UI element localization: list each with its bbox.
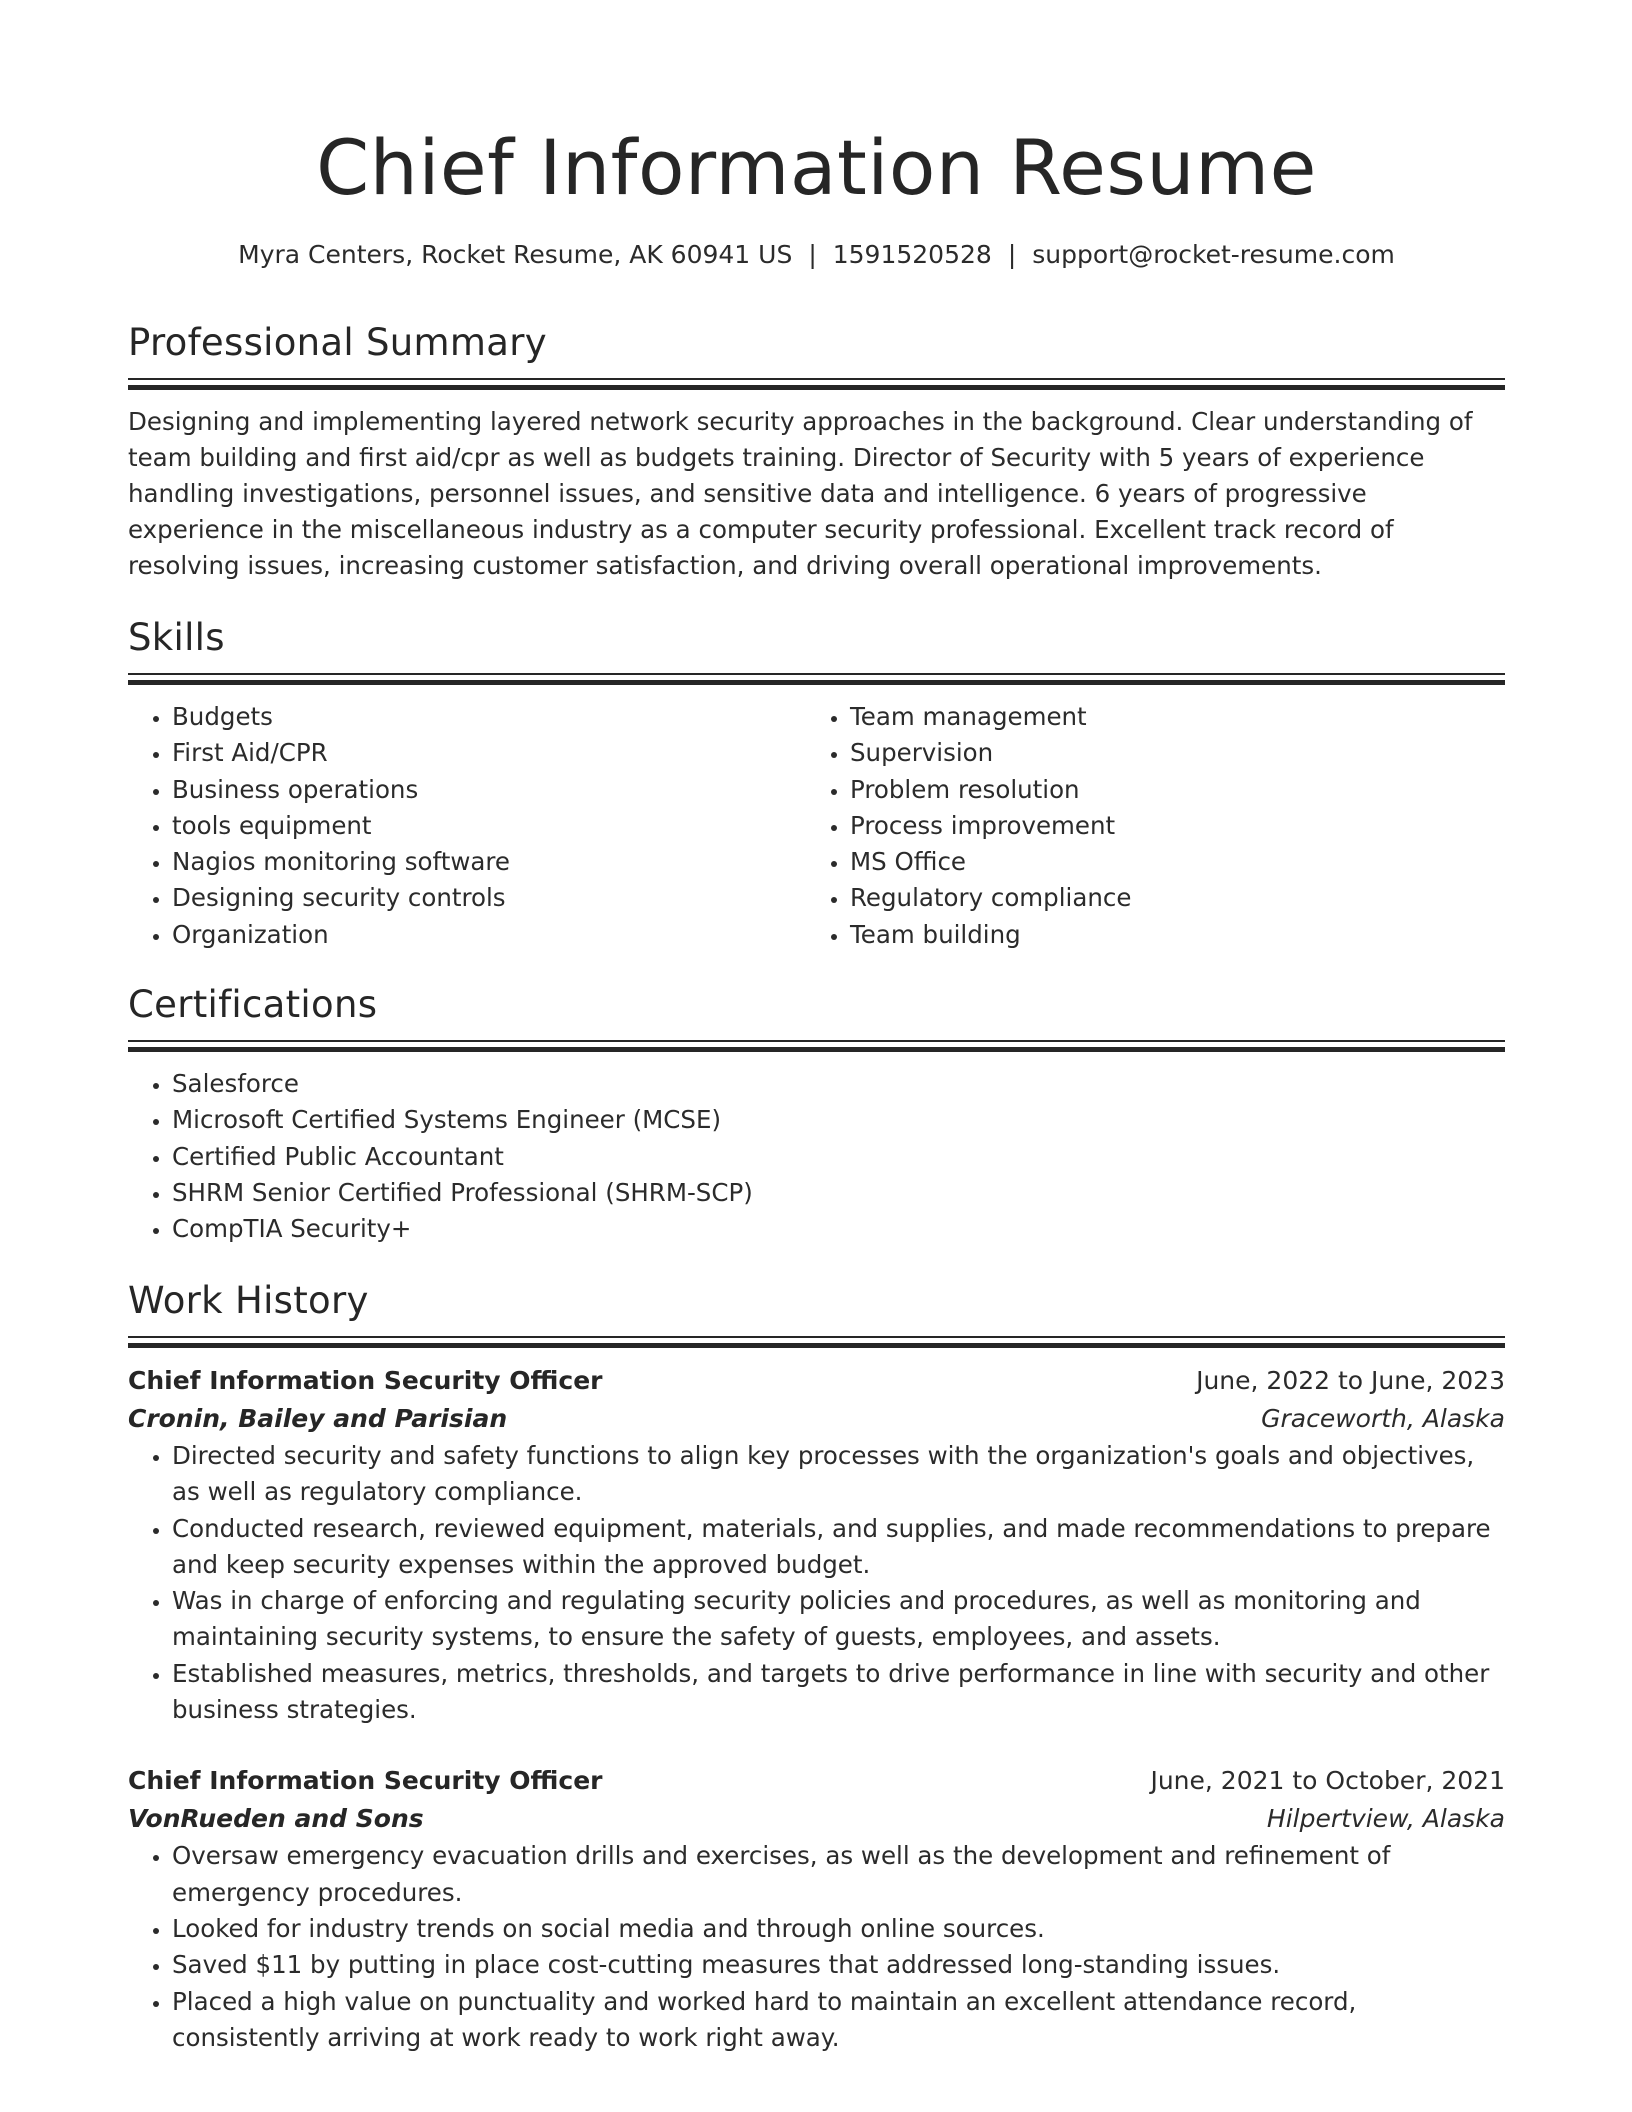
skills-list-left [128,699,806,953]
job-title: Chief Information Security Officer [128,1766,603,1796]
summary-text: Designing and implementing layered network security approaches in the background. Clear understanding of team building and first aid/cpr as well as budgets training. Director of Security with 5 years of experience handling investigations, personnel issues, and sensitive data and intelligence. 6 years of progressive experience in the miscellaneous industry as a computer security professional. Excellent track record of resolving issues, increasing customer satisfaction, and driving overall operational improvements. [128,407,1473,580]
job-bullet: • Established measures, metrics, thresholds, and targets to drive performance in line with security and other business strategies. [172,1656,1505,1729]
section-heading-certifications: Certifications [128,983,378,1026]
skill-item: • Supervision [850,735,1484,771]
job-bullet: • Looked for industry trends on social media and through online sources. [172,1911,1505,1947]
section-heading-skills: Skills [128,616,225,659]
skill-item: • Budgets [172,699,806,735]
job-company: Cronin, Bailey and Parisian [128,1404,508,1433]
job-bullet: • Directed security and safety functions to align key processes with the organization's goals and objectives, as well as regulatory compliance. [172,1438,1505,1511]
job-subheader [128,1800,1505,1838]
certifications-list [128,1066,1505,1247]
skill-item: • Process improvement [850,808,1484,844]
job-title: Chief Information Security Officer [128,1366,603,1395]
contact-address: Myra Centers, Rocket Resume, AK 60941 US [238,240,793,269]
job-dates: June, 2021 to October, 2021 [1150,1766,1505,1796]
skill-item: • Problem resolution [850,772,1484,808]
contact-email[interactable]: support@rocket-resume.com [1032,240,1395,269]
skill-item: • MS Office [850,844,1484,880]
skills-column-left [128,699,806,953]
job-location: Hilpertview, Alaska [1266,1804,1505,1834]
skill-item: • Organization [172,917,806,953]
job-entry [128,1362,1505,1728]
contact-phone: 1591520528 [832,240,992,269]
certification-item: • SHRM Senior Certified Professional (SHRM-SCP) [172,1175,1505,1211]
contact-line [128,238,1505,272]
resume-title: Chief Information Resume [316,123,1317,212]
job-subheader [128,1400,1505,1438]
certifications-section [128,980,1505,1247]
skill-item: • First Aid/CPR [172,735,806,771]
skill-item: • Business operations [172,772,806,808]
skill-item: • Team management [850,699,1484,735]
section-heading-summary: Professional Summary [128,321,547,364]
contact-separator: | [808,240,817,269]
skill-item: • Nagios monitoring software [172,844,806,880]
certification-item: • Microsoft Certified Systems Engineer (MCSE) [172,1102,1505,1138]
summary-section [128,318,1505,584]
skills-column-right [806,699,1484,953]
job-bullet: • Oversaw emergency evacuation drills and exercises, as well as the development and refinement of emergency procedures. [172,1838,1505,1911]
section-divider [128,1040,1505,1052]
jobs-container [128,1362,1505,2056]
skills-list-right [806,699,1484,953]
certification-item: • CompTIA Security+ [172,1211,1505,1247]
work-history-section [128,1276,1505,2056]
job-bullet: • Was in charge of enforcing and regulating security policies and procedures, as well as monitoring and maintaining security systems, to ensure the safety of guests, employees, and assets. [172,1583,1505,1656]
skill-item: • tools equipment [172,808,806,844]
skill-item: • Team building [850,917,1484,953]
section-divider [128,1336,1505,1348]
job-location: Graceworth, Alaska [1261,1404,1505,1433]
job-company: VonRueden and Sons [128,1804,424,1834]
contact-separator: | [1007,240,1017,269]
certification-item: • Salesforce [172,1066,1505,1102]
job-header [128,1762,1505,1800]
certification-item: • Certified Public Accountant [172,1139,1505,1175]
skills-grid [128,699,1505,953]
section-heading-work-history: Work History [128,1279,369,1322]
job-bullet: • Placed a high value on punctuality and worked hard to maintain an excellent attendance record, consistently arriving at work ready to work right away. [172,1984,1505,2057]
job-header [128,1362,1505,1400]
job-entry [128,1762,1505,2056]
job-bullet: • Saved $11 by putting in place cost-cutting measures that addressed long-standing issues. [172,1947,1505,1983]
job-bullet: • Conducted research, reviewed equipment, materials, and supplies, and made recommendations to prepare and keep security expenses within the approved budget. [172,1511,1505,1584]
section-divider [128,673,1505,685]
skills-section [128,613,1505,953]
skill-item: • Regulatory compliance [850,880,1484,916]
job-bullets [128,1438,1505,1728]
skill-item: • Designing security controls [172,880,806,916]
job-bullets [128,1838,1505,2056]
job-dates: June, 2022 to June, 2023 [1196,1366,1505,1395]
section-divider [128,378,1505,390]
